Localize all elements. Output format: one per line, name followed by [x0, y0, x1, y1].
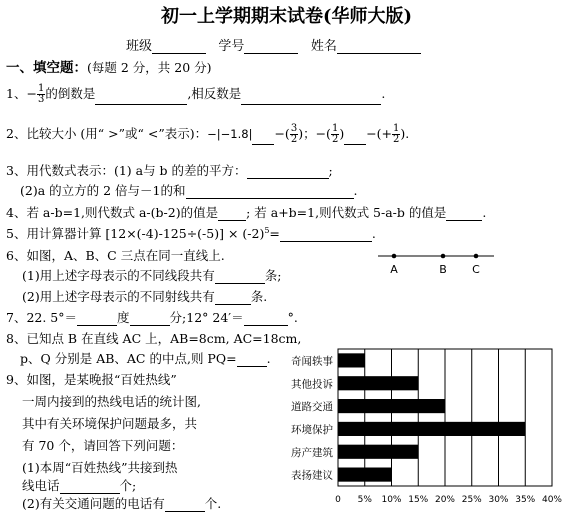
q7-text1: 7、22. 5°＝	[6, 310, 78, 325]
q2-a-num: 3	[290, 123, 298, 134]
class-label: 班级	[126, 39, 153, 54]
q6-blank-1[interactable]	[215, 270, 265, 284]
q3-line2-end: .	[353, 183, 358, 198]
question-9-line-3: 其中有关环境保护问题最多，共	[22, 416, 198, 431]
category-label: 房产建筑	[291, 446, 333, 459]
q8-line2-end: .	[266, 351, 271, 366]
q1-end: .	[381, 86, 386, 101]
q2-a-open: −(	[274, 126, 290, 141]
q6-line2-end: 条;	[264, 268, 282, 283]
q7-end: °.	[287, 310, 298, 325]
x-tick-label: 35%	[515, 495, 536, 505]
q2-expr1: −|−1.8|	[207, 127, 253, 141]
q1-blank-2[interactable]	[241, 91, 381, 105]
q9-line7: (2)有关交通问题的电话有	[22, 496, 165, 511]
q8-line2: p、Q 分别是 AB、AC 的中点,则 PQ=	[20, 351, 237, 366]
section-title: 一、填空题：	[6, 60, 87, 76]
bar	[338, 468, 392, 482]
q1-minus: −	[26, 86, 37, 101]
point-b	[441, 254, 446, 259]
question-6-line-3	[22, 287, 267, 305]
q7-blank-2[interactable]	[130, 312, 170, 326]
category-label: 环境保护	[291, 423, 333, 436]
x-tick-label: 20%	[434, 495, 456, 505]
q6-line3-end: 条.	[250, 289, 268, 304]
q1-blank-1[interactable]	[95, 91, 187, 105]
q3-line2: (2)a 的立方的 2 倍与－1的和	[20, 183, 186, 198]
q3-line1: 3、用代数式表示：(1) a与 b 的差的平方：	[6, 163, 247, 178]
bar	[338, 353, 365, 367]
abc-line-diagram	[372, 247, 502, 277]
q2-a-den: 2	[290, 134, 298, 145]
page-title: 初一上学期期末试卷(华师大版)	[160, 6, 413, 27]
q2-blank-2[interactable]	[344, 131, 366, 145]
point-c	[474, 254, 479, 259]
q7-blank-3[interactable]	[244, 312, 288, 326]
q4-end: .	[482, 205, 487, 220]
q2-b-den: 2	[331, 134, 339, 145]
q6-blank-2[interactable]	[215, 291, 251, 305]
label-b: B	[439, 263, 447, 276]
question-4	[6, 203, 486, 221]
x-tick-label: 15%	[408, 495, 429, 505]
label-a: A	[390, 263, 398, 276]
student-info	[126, 35, 421, 54]
q2-c-close: ).	[400, 126, 410, 141]
q9-line7-end: 个.	[204, 496, 222, 511]
q2-b-close: )	[339, 126, 345, 141]
q7-text3: 分;12° 24′＝	[169, 310, 244, 325]
category-label: 表扬建议	[291, 469, 333, 482]
question-6-line-2	[22, 266, 281, 284]
q1-frac-num: 1	[37, 83, 45, 94]
q4-blank-1[interactable]	[218, 207, 246, 221]
bar	[338, 399, 445, 413]
question-3-line-2	[20, 181, 357, 199]
q2-a-fraction	[290, 124, 298, 145]
question-8-line-1: 8、已知点 B 在直线 AC 上，AB=8cm, AC=18cm,	[6, 331, 302, 346]
name-blank[interactable]	[337, 39, 421, 54]
x-tick-label: 5%	[357, 495, 372, 505]
bar	[338, 445, 418, 459]
label-c: C	[472, 263, 480, 276]
q3-blank-1[interactable]	[247, 165, 329, 179]
q6-line2: (1)用上述字母表示的不同线段共有	[22, 268, 215, 283]
question-6-line-1: 6、如图，A、B、C 三点在同一直线上.	[6, 248, 225, 263]
x-tick-label: 25%	[461, 495, 482, 505]
bar	[338, 376, 418, 390]
section-note: (每题 2 分，共 20 分)	[87, 60, 212, 75]
category-label: 道路交通	[291, 401, 333, 414]
q5-text1: 5、用计算器计算 [12×(-4)-125÷(-5)] × (-2)	[6, 226, 265, 241]
q5-blank[interactable]	[280, 228, 372, 242]
question-7	[6, 308, 298, 326]
q3-blank-2[interactable]	[186, 185, 354, 199]
q1-text2: ,相反数是	[187, 86, 242, 101]
q9-blank-2[interactable]	[165, 498, 205, 512]
q1-text1: 的倒数是	[45, 86, 96, 101]
q4-text1: 4、若 a-b=1,则代数式 a-(b-2)的值是	[6, 205, 219, 220]
id-label: 学号	[218, 39, 245, 54]
question-2	[6, 124, 409, 145]
question-5	[6, 224, 376, 242]
question-9-line-1: 9、如图，是某晚报“百姓热线”	[6, 372, 177, 387]
hotline-bar-chart	[275, 344, 573, 514]
class-blank[interactable]	[152, 39, 206, 54]
question-9-line-2: 一周内接到的热线电话的统计图,	[22, 394, 201, 409]
q8-blank[interactable]	[237, 353, 267, 367]
q7-blank-1[interactable]	[77, 312, 117, 326]
x-tick-label: 10%	[381, 495, 402, 505]
x-tick-label: 0	[335, 495, 341, 505]
q5-text2: =	[269, 226, 280, 241]
q2-a-close: )；	[298, 126, 316, 141]
q1-frac-den: 3	[37, 94, 45, 105]
q2-b-open: −(	[315, 126, 331, 141]
q2-c-den: 2	[393, 134, 400, 145]
id-blank[interactable]	[244, 39, 298, 54]
question-8-line-2	[20, 349, 271, 367]
question-9-line-5: (1)本周“百姓热线”共接到热	[22, 460, 178, 475]
q5-end: .	[371, 226, 376, 241]
q2-text: 2、比较大小 (用“ >”或“ <”表示)：	[6, 126, 208, 141]
question-9-line-7	[22, 494, 221, 512]
q2-c-num: 1	[393, 123, 400, 134]
question-3-line-1	[6, 161, 333, 179]
q4-text2: ; 若 a+b=1,则代数式 5-a-b 的值是	[246, 205, 447, 220]
q4-blank-2[interactable]	[446, 207, 482, 221]
x-tick-label: 40%	[541, 495, 563, 505]
q6-line3: (2)用上述字母表示的不同射线共有	[22, 289, 215, 304]
q2-blank-1[interactable]	[252, 131, 274, 145]
q2-c-open: −(+	[366, 126, 393, 141]
category-label: 其他投诉	[291, 378, 333, 391]
question-1	[6, 84, 385, 105]
name-label: 姓名	[310, 39, 337, 54]
question-9-line-4: 有 70 个，请回答下列问题：	[22, 438, 184, 453]
q9-line6: 线电话	[22, 478, 60, 493]
question-9-line-6	[22, 476, 136, 494]
section-heading	[6, 56, 212, 76]
q9-line6-end: 个;	[119, 478, 137, 493]
category-label: 奇闻轶事	[291, 355, 333, 368]
bar	[338, 422, 525, 436]
q1-number: 1、	[6, 86, 27, 101]
q3-line1-end: ;	[328, 163, 333, 178]
q9-blank-1[interactable]	[60, 480, 120, 494]
x-tick-label: 30%	[488, 495, 509, 505]
q5-exponent: 5	[264, 225, 270, 235]
point-a	[392, 254, 397, 259]
q2-b-num: 1	[331, 123, 339, 134]
q7-text2: 度	[117, 310, 130, 325]
